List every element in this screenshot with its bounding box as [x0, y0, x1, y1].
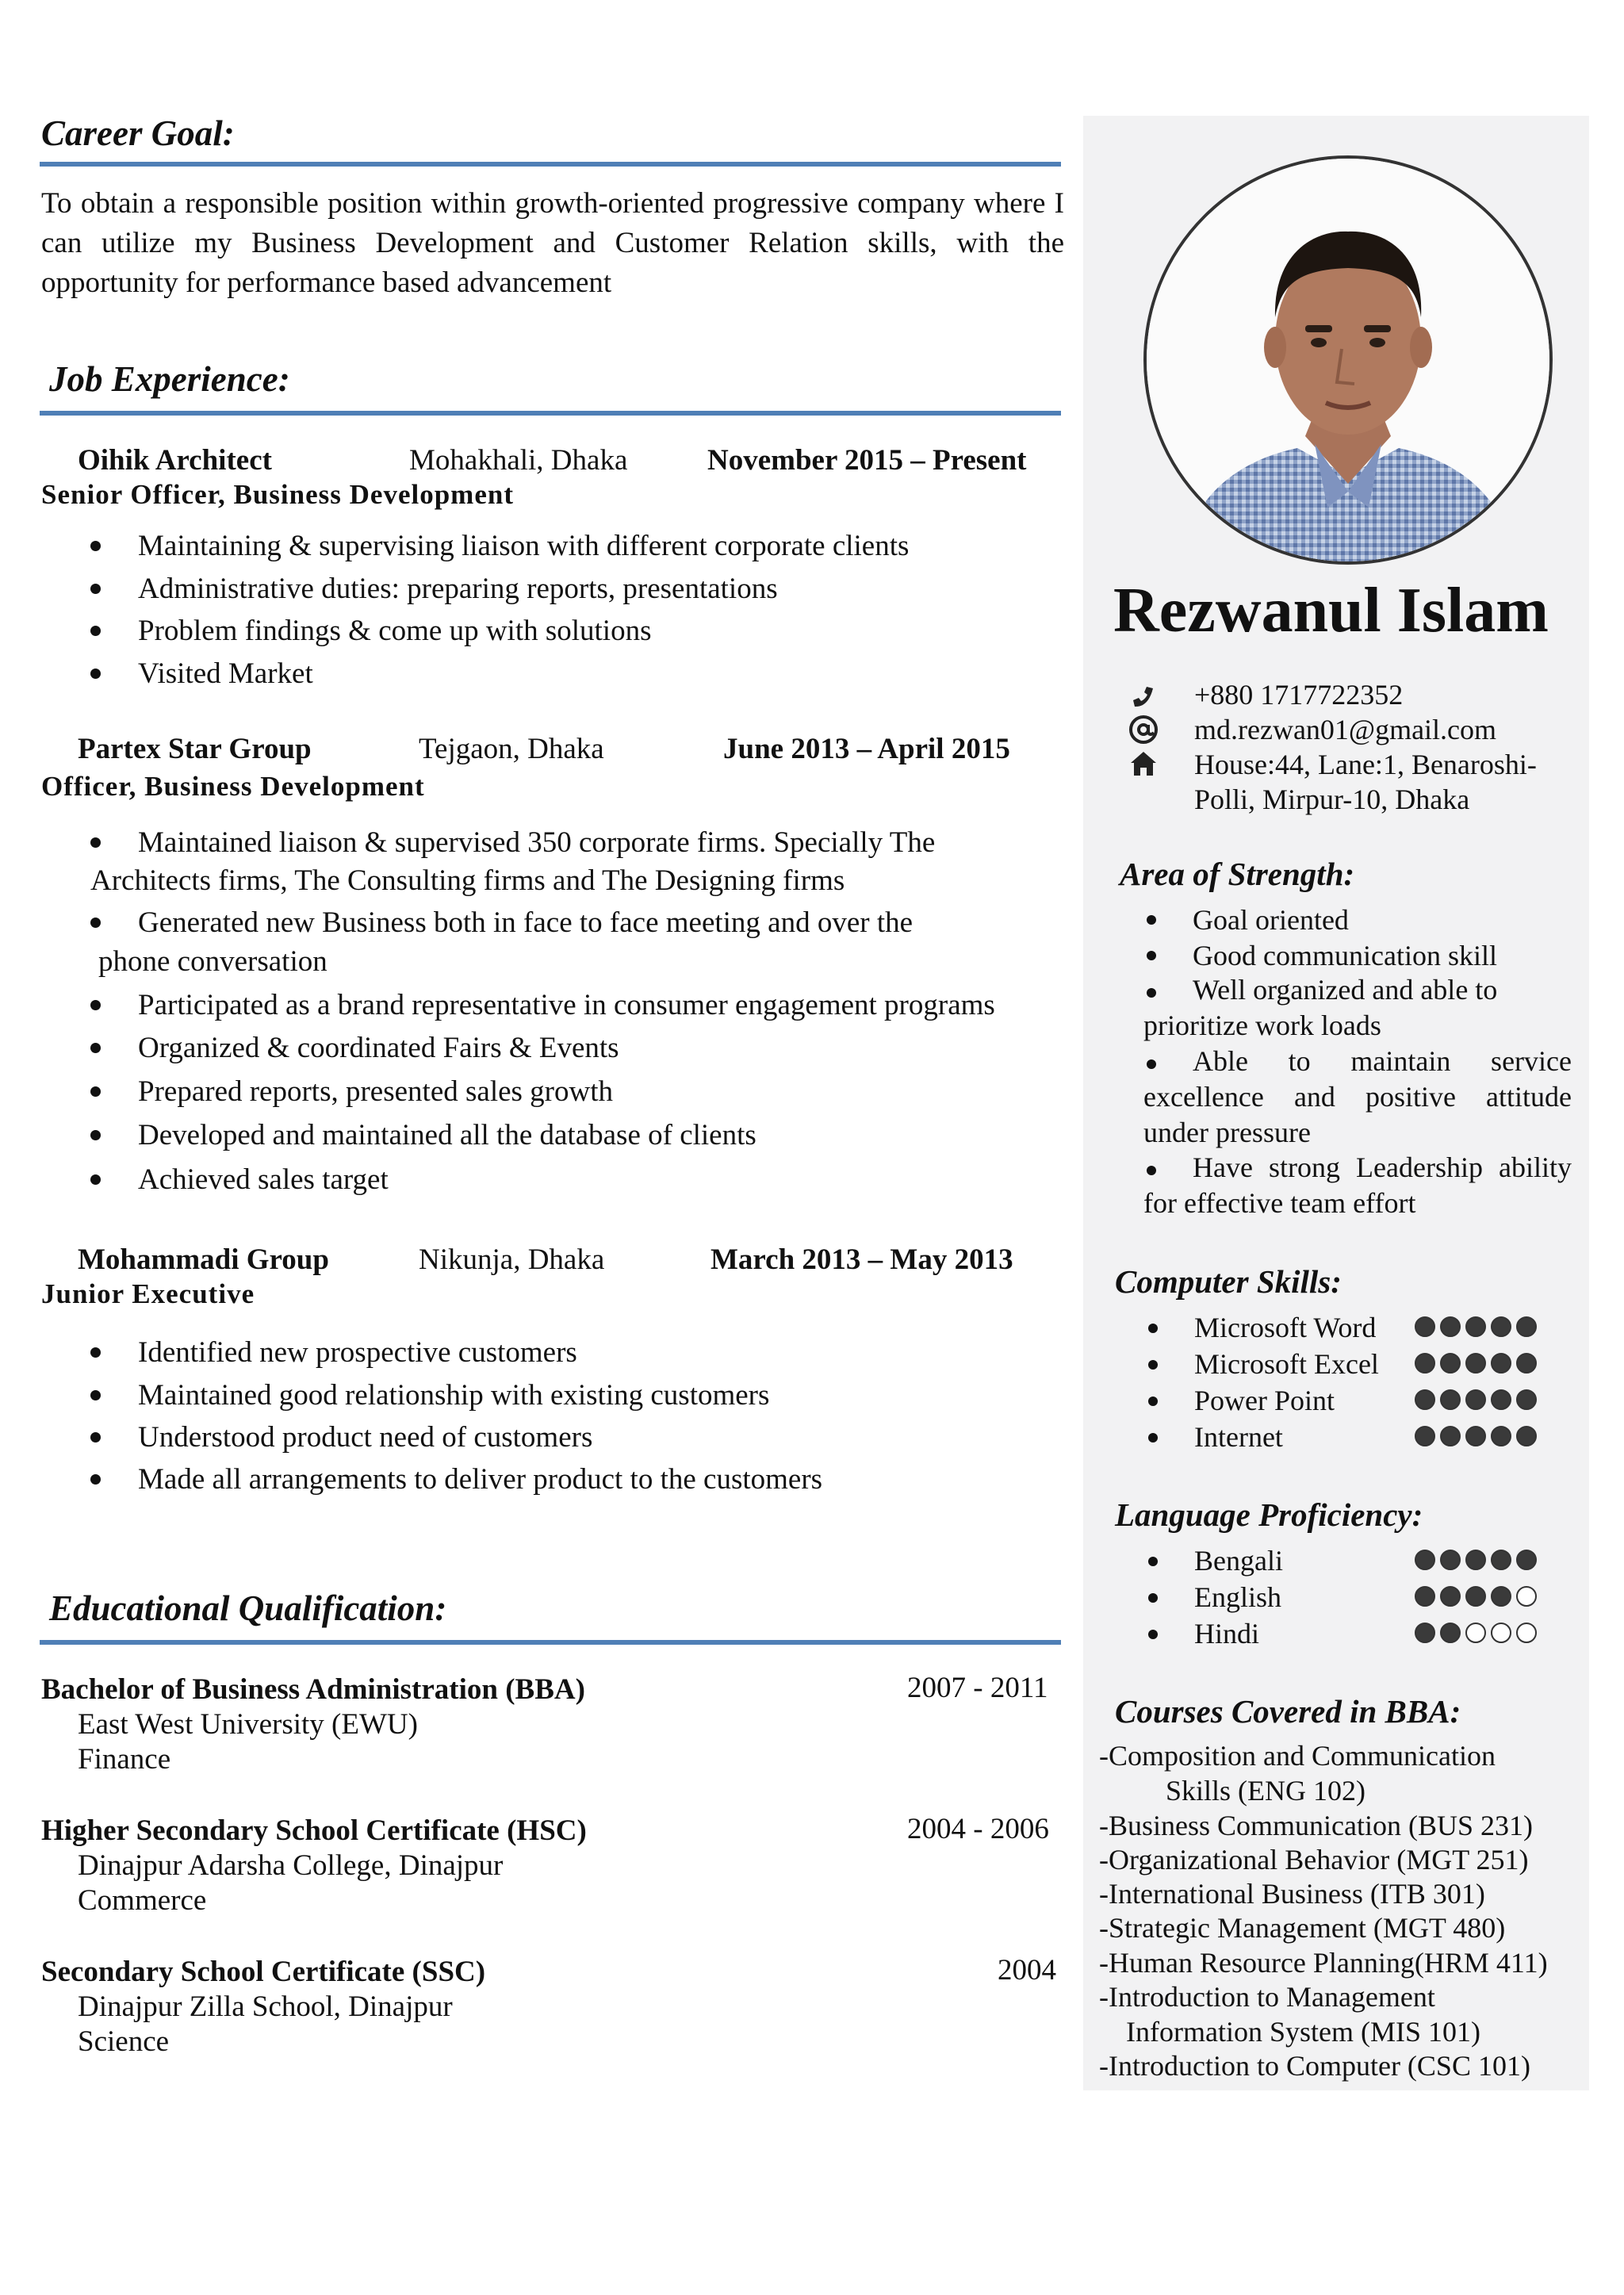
education-years: 2004 [998, 1954, 1056, 1987]
language-rating [1415, 1623, 1537, 1643]
education-institution: East West University (EWU) [78, 1708, 418, 1741]
candidate-name: Rezwanul Islam [1113, 576, 1549, 646]
job-duty: Problem findings & come up with solutions [138, 615, 652, 647]
rating-dot-filled [1440, 1316, 1461, 1337]
bullet [1147, 988, 1156, 998]
profile-photo [1143, 155, 1553, 565]
bullet [90, 1043, 101, 1053]
job-duty: Maintained liaison & supervised 350 corporate firms. Specially The [138, 826, 936, 859]
rating-dot-filled [1465, 1316, 1486, 1337]
rating-dot-filled [1440, 1623, 1461, 1643]
bullet [90, 1432, 101, 1443]
phone-icon [1131, 684, 1156, 709]
rating-dot-filled [1415, 1316, 1435, 1337]
bullet [1148, 1324, 1158, 1333]
course-item: -International Business (ITB 301) [1099, 1878, 1485, 1910]
education-years: 2004 - 2006 [907, 1813, 1049, 1845]
rating-dot-filled [1516, 1426, 1537, 1446]
course-item: -Organizational Behavior (MGT 251) [1099, 1844, 1529, 1875]
rating-dot-filled [1415, 1550, 1435, 1570]
bullet [1148, 1360, 1158, 1370]
job-experience-divider [40, 411, 1061, 416]
rating-dot-empty [1516, 1586, 1537, 1607]
rating-dot-filled [1516, 1316, 1537, 1337]
course-item: -Business Communication (BUS 231) [1099, 1810, 1533, 1841]
rating-dot-filled [1440, 1389, 1461, 1410]
strength-item: Goal oriented [1193, 904, 1349, 936]
bullet [1148, 1630, 1158, 1639]
course-item: Skills (ENG 102) [1166, 1775, 1365, 1806]
course-item: -Human Resource Planning(HRM 411) [1099, 1947, 1548, 1979]
rating-dot-filled [1415, 1353, 1435, 1374]
computer-skill-rating [1415, 1389, 1537, 1410]
bullet [1147, 951, 1156, 960]
bullet [90, 669, 101, 679]
education-field: Commerce [78, 1884, 207, 1917]
job-duty: Made all arrangements to deliver product to the customers [138, 1463, 823, 1496]
computer-skill-rating [1415, 1426, 1537, 1446]
bullet [90, 837, 101, 848]
computer-skills-heading: Computer Skills: [1115, 1263, 1342, 1300]
education-years: 2007 - 2011 [907, 1672, 1048, 1704]
job-duty: Administrative duties: preparing reports, presentations [138, 573, 778, 605]
course-item: -Introduction to Computer (CSC 101) [1099, 2050, 1530, 2082]
job-title: Senior Officer, Business Development [41, 479, 514, 510]
rating-dot-filled [1415, 1623, 1435, 1643]
rating-dot-filled [1465, 1353, 1486, 1374]
education-degree: Higher Secondary School Certificate (HSC) [41, 1814, 587, 1847]
rating-dot-filled [1415, 1426, 1435, 1446]
bullet [1147, 915, 1156, 925]
job-experience-heading: Job Experience: [49, 359, 290, 399]
job-duty: Achieved sales target [138, 1163, 389, 1196]
job-title: Junior Executive [41, 1278, 255, 1309]
job-title: Officer, Business Development [41, 771, 425, 802]
bullet [90, 1390, 101, 1400]
bullet [90, 1474, 101, 1485]
rating-dot-filled [1465, 1550, 1486, 1570]
job-duty: Maintained good relationship with existing customers [138, 1379, 770, 1412]
bullet [1148, 1557, 1158, 1566]
bullet [1148, 1433, 1158, 1443]
language-name: Bengali [1194, 1545, 1283, 1577]
email-address: md.rezwan01@gmail.com [1194, 714, 1497, 745]
language-name: Hindi [1194, 1618, 1260, 1649]
education-field: Finance [78, 1743, 171, 1776]
job-duty: Visited Market [138, 657, 313, 690]
job-period: November 2015 – Present [707, 444, 1027, 477]
education-institution: Dinajpur Adarsha College, Dinajpur [78, 1849, 504, 1882]
bullet [1147, 1166, 1156, 1175]
strength-item [1143, 1044, 1572, 1151]
education-degree: Secondary School Certificate (SSC) [41, 1956, 486, 1988]
bullet [1147, 1059, 1156, 1069]
computer-skill-name: Microsoft Word [1194, 1312, 1377, 1343]
education-divider [40, 1640, 1061, 1645]
career-goal-divider [40, 162, 1061, 167]
career-goal-heading: Career Goal: [41, 113, 235, 153]
rating-dot-empty [1516, 1623, 1537, 1643]
language-name: English [1194, 1581, 1282, 1613]
address-line-1: House:44, Lane:1, Benaroshi- [1194, 749, 1537, 780]
job-duty: Prepared reports, presented sales growth [138, 1075, 613, 1108]
strength-text: Have strong Leadership ability for effective team effort [1143, 1151, 1572, 1219]
course-item: -Introduction to Management [1099, 1981, 1435, 2013]
job-duty: Architects firms, The Consulting firms and The Designing firms [90, 864, 845, 897]
computer-skill-name: Internet [1194, 1421, 1283, 1453]
computer-skill-rating [1415, 1316, 1537, 1337]
computer-skill-name: Power Point [1194, 1385, 1335, 1416]
rating-dot-filled [1465, 1389, 1486, 1410]
strength-heading: Area of Strength: [1120, 856, 1355, 892]
rating-dot-filled [1491, 1586, 1511, 1607]
at-icon [1129, 715, 1158, 744]
rating-dot-filled [1440, 1586, 1461, 1607]
job-duty: phone conversation [98, 945, 327, 978]
bullet [90, 541, 101, 551]
bullet [90, 918, 101, 928]
rating-dot-filled [1491, 1389, 1511, 1410]
courses-heading: Courses Covered in BBA: [1115, 1693, 1461, 1730]
rating-dot-filled [1465, 1426, 1486, 1446]
job-period: March 2013 – May 2013 [710, 1243, 1013, 1276]
job-location: Mohakhali, Dhaka [409, 444, 628, 477]
job-duty: Organized & coordinated Fairs & Events [138, 1032, 619, 1064]
course-item: Information System (MIS 101) [1126, 2016, 1480, 2048]
rating-dot-filled [1491, 1316, 1511, 1337]
bullet [90, 1347, 101, 1358]
strength-item [1143, 972, 1572, 1044]
job-location: Nikunja, Dhaka [419, 1243, 605, 1276]
job-duty: Participated as a brand representative in consumer engagement programs [138, 989, 995, 1021]
career-goal-text: To obtain a responsible position within growth-oriented progressive company where I can utilize my Business Development and Customer Relation skills, with the opportunity for performance based advancement [41, 187, 1064, 299]
job-company: Mohammadi Group [78, 1243, 329, 1276]
rating-dot-filled [1491, 1353, 1511, 1374]
language-rating [1415, 1586, 1537, 1607]
rating-dot-filled [1516, 1353, 1537, 1374]
rating-dot-filled [1491, 1550, 1511, 1570]
rating-dot-filled [1516, 1550, 1537, 1570]
person-photo-icon [1147, 159, 1549, 561]
bullet [90, 626, 101, 636]
job-period: June 2013 – April 2015 [723, 733, 1010, 765]
job-duty: Developed and maintained all the database of clients [138, 1119, 756, 1151]
rating-dot-filled [1415, 1586, 1435, 1607]
bullet [90, 584, 101, 594]
course-item: -Strategic Management (MGT 480) [1099, 1912, 1506, 1944]
language-rating [1415, 1550, 1537, 1570]
rating-dot-empty [1465, 1623, 1486, 1643]
education-institution: Dinajpur Zilla School, Dinajpur [78, 1990, 453, 2023]
strength-item: Good communication skill [1193, 940, 1497, 971]
rating-dot-empty [1491, 1623, 1511, 1643]
language-heading: Language Proficiency: [1115, 1496, 1423, 1533]
bullet [90, 1174, 101, 1185]
rating-dot-filled [1415, 1389, 1435, 1410]
course-item: -Composition and Communication [1099, 1740, 1496, 1772]
rating-dot-filled [1491, 1426, 1511, 1446]
job-duty: Understood product need of customers [138, 1421, 593, 1454]
strength-text: Able to maintain service excellence and positive attitude under pressure [1143, 1045, 1572, 1148]
job-duty: Identified new prospective customers [138, 1336, 577, 1369]
job-duty: Maintaining & supervising liaison with different corporate clients [138, 530, 910, 562]
job-location: Tejgaon, Dhaka [419, 733, 604, 765]
rating-dot-filled [1440, 1426, 1461, 1446]
job-company: Partex Star Group [78, 733, 312, 765]
job-duty: Generated new Business both in face to face meeting and over the [138, 906, 914, 939]
strength-item [1143, 1150, 1572, 1221]
education-field: Science [78, 2025, 170, 2058]
rating-dot-filled [1440, 1353, 1461, 1374]
education-degree: Bachelor of Business Administration (BBA) [41, 1673, 585, 1706]
computer-skill-name: Microsoft Excel [1194, 1348, 1379, 1380]
rating-dot-filled [1516, 1389, 1537, 1410]
education-heading: Educational Qualification: [49, 1588, 447, 1628]
rating-dot-filled [1465, 1586, 1486, 1607]
bullet [1148, 1397, 1158, 1406]
bullet [90, 1130, 101, 1140]
job-company: Oihik Architect [78, 444, 272, 477]
phone-number: +880 1717722352 [1194, 679, 1404, 711]
bullet [90, 1086, 101, 1097]
rating-dot-filled [1440, 1550, 1461, 1570]
bullet [90, 1000, 101, 1010]
home-icon [1129, 750, 1158, 777]
strength-text: Well organized and able to prioritize work loads [1143, 974, 1498, 1041]
address-line-2: Polli, Mirpur-10, Dhaka [1194, 784, 1470, 815]
computer-skill-rating [1415, 1353, 1537, 1374]
bullet [1148, 1593, 1158, 1603]
